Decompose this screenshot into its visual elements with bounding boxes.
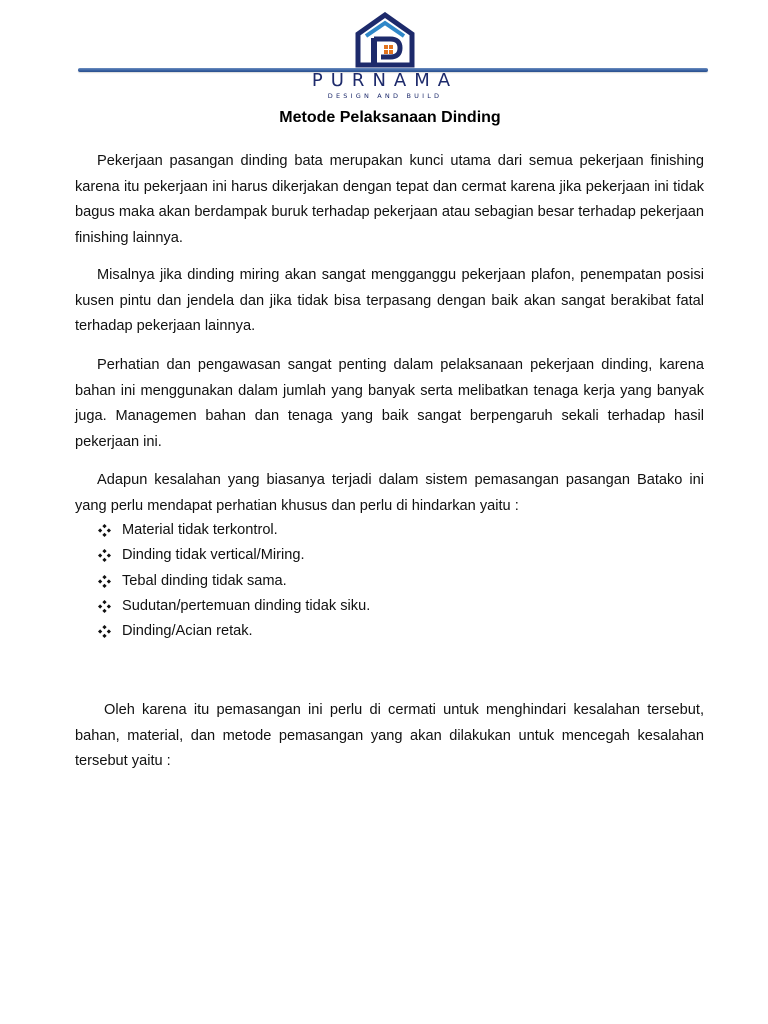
paragraph-5 xyxy=(75,698,704,775)
letterhead xyxy=(0,0,768,100)
house-letter-p-logo-icon xyxy=(354,12,416,68)
paragraph-text: Oleh karena itu pemasangan ini perlu di cermati untuk menghindari kesalahan tersebut, bahan, material, dan metode pemasangan yang akan dilakukan untuk mencegah kesalahan tersebut yaitu : xyxy=(75,702,704,769)
four-diamond-bullet-icon xyxy=(98,600,111,613)
paragraph-4 xyxy=(75,468,704,519)
list-item xyxy=(98,619,370,644)
list-item xyxy=(98,569,370,594)
paragraph-text: Misalnya jika dinding miring akan sangat mengganggu pekerjaan plafon, penempatan posisi kusen pintu dan jendela dan jika tidak bisa terpasang dengan baik akan sangat berakibat fatal terhadap pekerjaan lainnya. xyxy=(75,267,704,334)
list-item-text: Material tidak terkontrol. xyxy=(122,522,278,538)
list-item xyxy=(98,594,370,619)
list-item-text: Sudutan/pertemuan dinding tidak siku. xyxy=(122,597,371,614)
paragraph-3 xyxy=(75,353,704,455)
brand-tagline: DESIGN AND BUILD xyxy=(327,92,443,100)
four-diamond-bullet-icon xyxy=(98,524,111,537)
paragraph-text: Pekerjaan pasangan dinding bata merupakan kunci utama dari semua pekerjaan finishing karena itu pekerjaan ini harus dikerjakan dengan tepat dan cermat karena jika pekerjaan ini tidak bagus maka akan berdampak buruk terhadap pekerjaan atau sebagian besar terhadap pekerjaan finishing lainnya. xyxy=(75,153,704,246)
list-item-text: Tebal dinding tidak sama. xyxy=(122,572,287,589)
four-diamond-bullet-icon xyxy=(98,575,111,588)
list-item-text: Dinding/Acian retak. xyxy=(122,623,253,640)
paragraph-text: Perhatian dan pengawasan sangat penting dalam pelaksanaan pekerjaan dinding, karena bahan ini menggunakan dalam jumlah yang banyak serta melibatkan tenaga kerja yang banyak juga. Managemen bahan dan tenaga yang baik sangat berpengaruh sekali terhadap hasil pekerjaan ini. xyxy=(75,357,704,450)
paragraph-1 xyxy=(75,149,704,251)
paragraph-2 xyxy=(75,263,704,340)
paragraph-text: Adapun kesalahan yang biasanya terjadi dalam sistem pemasangan pasangan Batako ini yang perlu mendapat perhatian khusus dan perlu di hindarkan yaitu : xyxy=(75,472,704,514)
list-item xyxy=(98,543,370,568)
list-item-text: Dinding tidak vertical/Miring. xyxy=(122,547,305,564)
error-list xyxy=(98,518,370,644)
four-diamond-bullet-icon xyxy=(98,549,111,562)
four-diamond-bullet-icon xyxy=(98,625,111,638)
brand-name: PURNAMA xyxy=(311,70,459,91)
list-item xyxy=(98,518,370,543)
document-title: Metode Pelaksanaan Dinding xyxy=(279,109,501,126)
